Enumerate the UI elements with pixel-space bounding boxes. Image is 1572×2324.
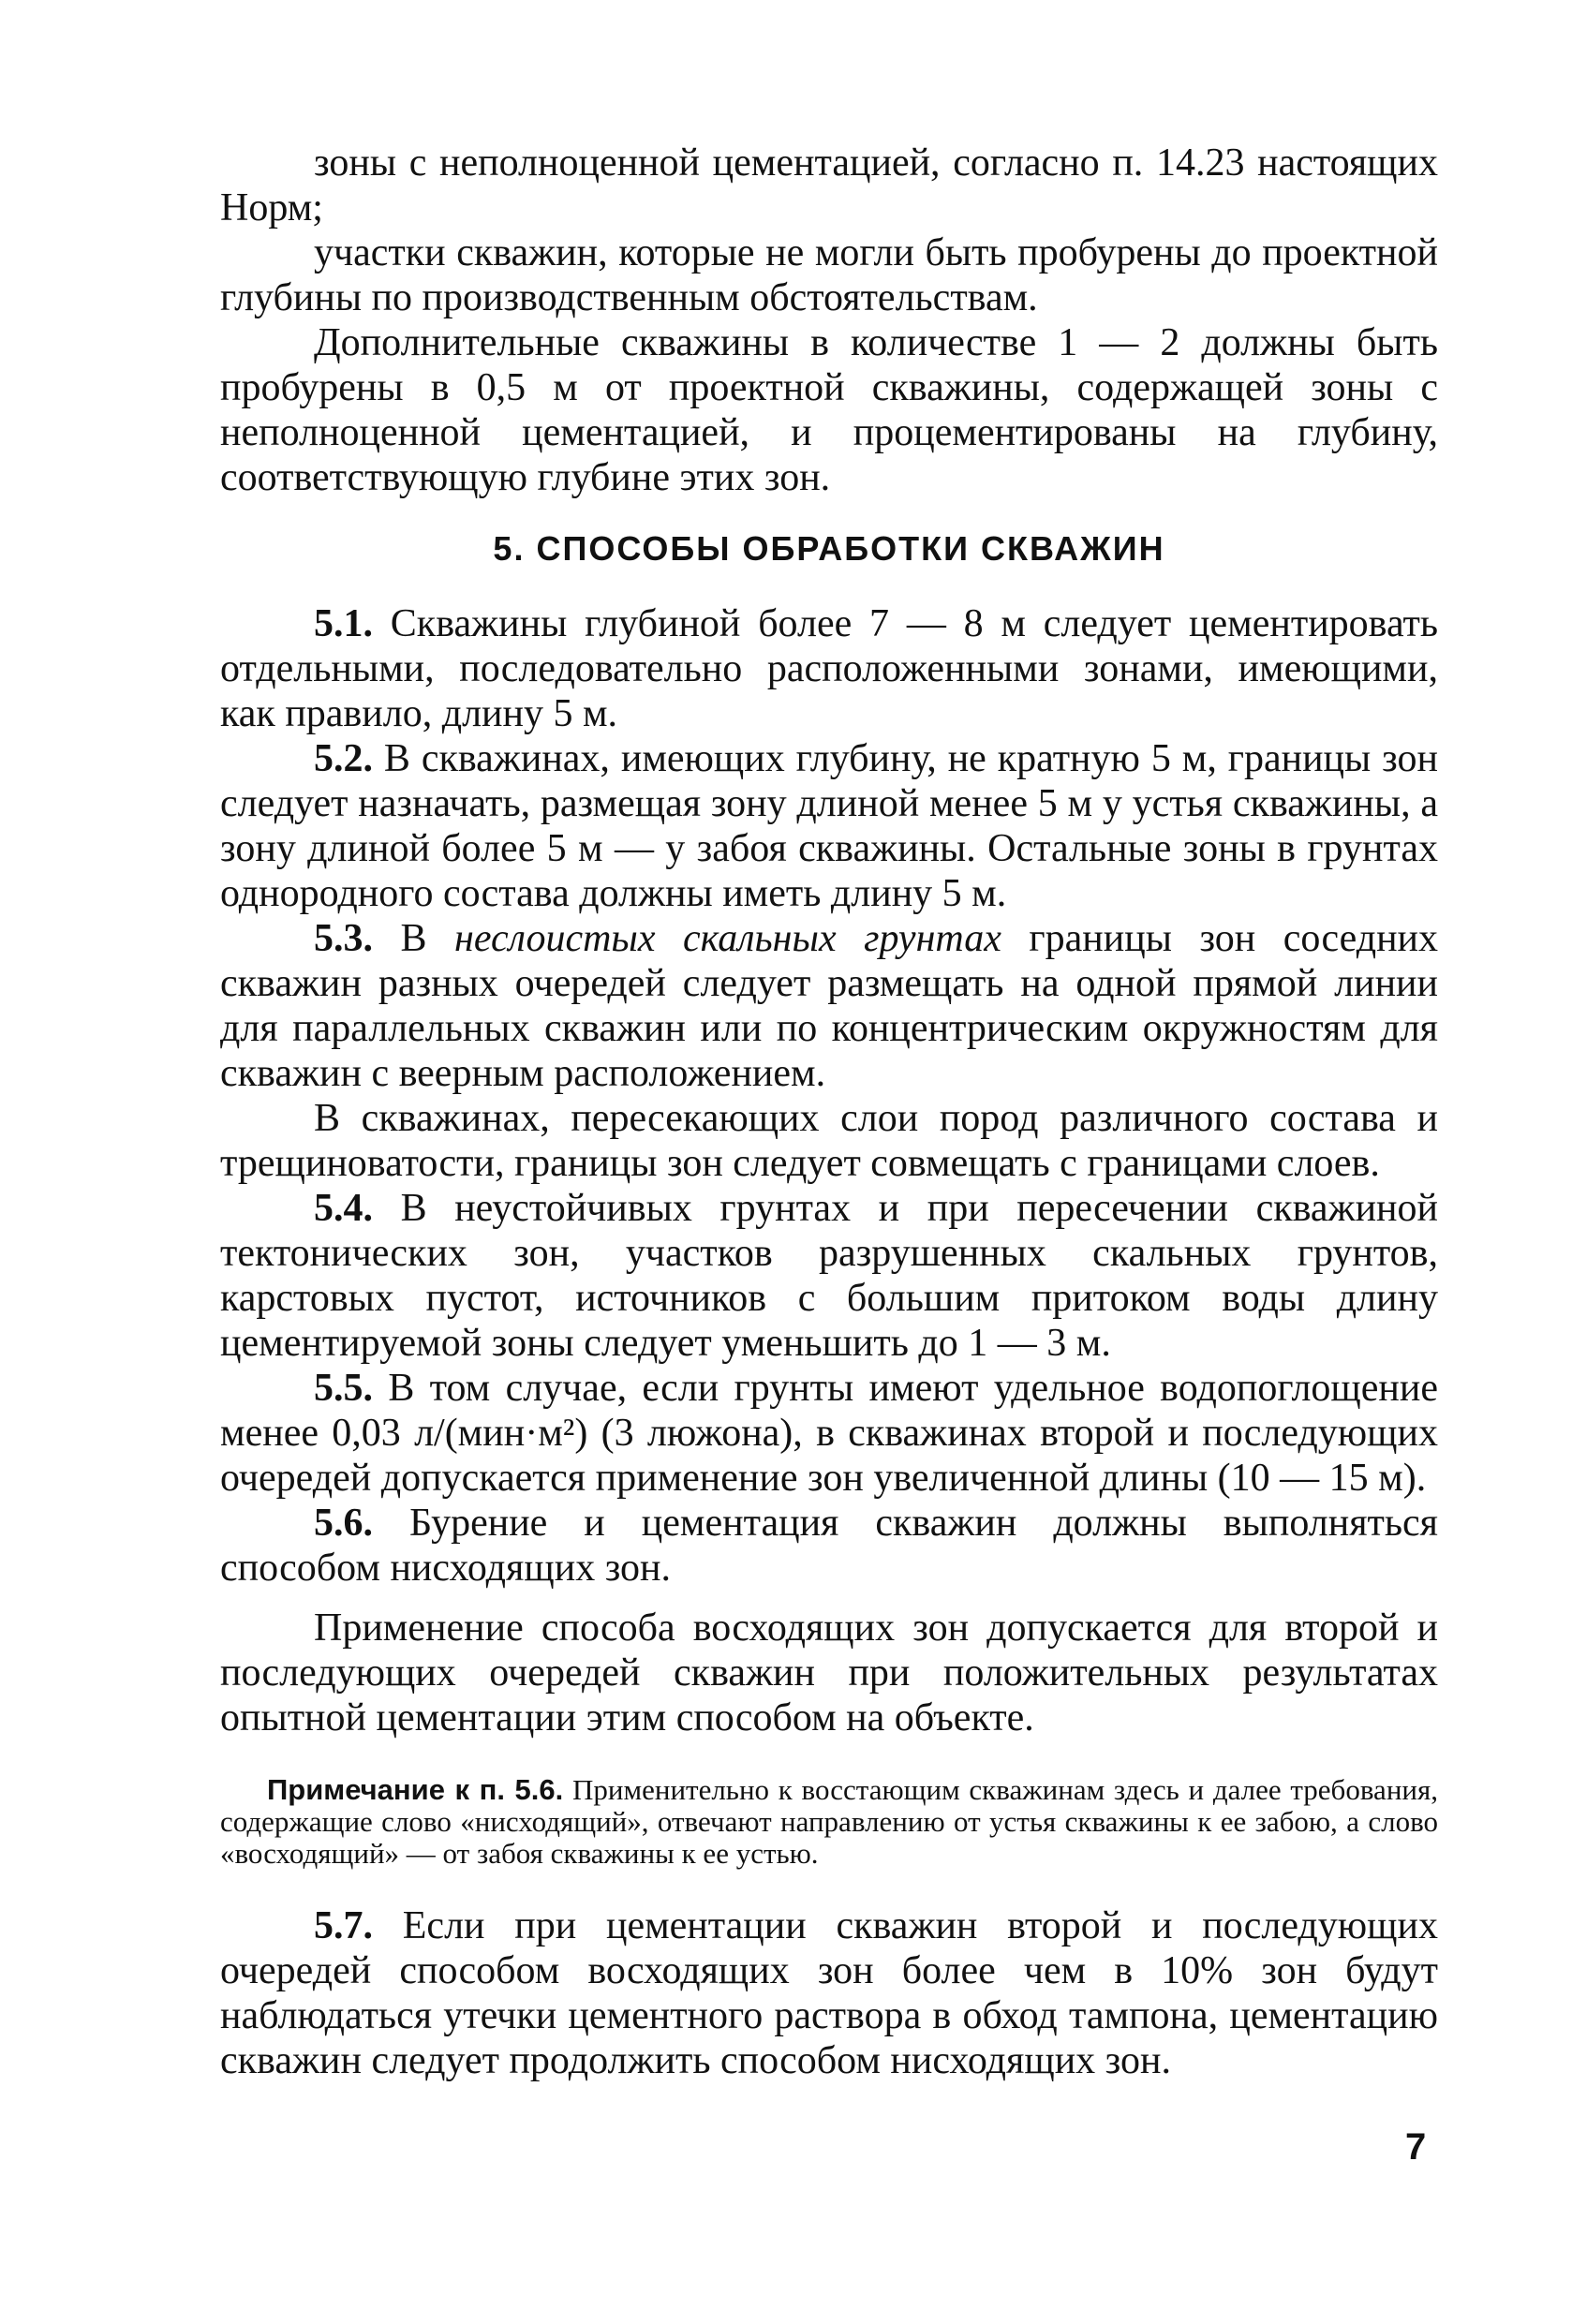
clause-text-prefix: В	[400, 917, 427, 960]
clause-text: В том случае, если грунты имеют удельное водопоглощение менее 0,03 л/(мин·м²) (3 люжона), в скважинах второй и последующих очередей допускается применение зон увеличенной длины (10 — 15 м).	[220, 1367, 1438, 1500]
section-title: 5. СПОСОБЫ ОБРАБОТКИ СКВАЖИН	[493, 529, 1165, 568]
clause-5-5	[220, 1366, 1438, 1501]
clause-5-6	[220, 1501, 1438, 1591]
page-number: 7	[1405, 2126, 1427, 2168]
note-5-6	[220, 1774, 1438, 1870]
clause-text: Если при цементации скважин второй и последующих очередей способом восходящих зон более чем в 10% зон будут наблюдаться утечки цементного раствора в обход тампона, цементацию скважин следует продолжить способом нисходящих зон.	[220, 1904, 1438, 2082]
clause-number: 5.4.	[314, 1187, 373, 1230]
clause-5-2	[220, 736, 1438, 916]
note-text: Применительно к восстающим скважинам здесь и далее требования, содержащие слово «нисходящий», отвечают направлению от устья скважины к ее забою, а слово «восходящий» — от забоя скважины к ее устью.	[220, 1773, 1439, 1870]
clause-text: границы зон соседних скважин разных очередей следует размещать на одной прямой линии для параллельных скважин или по концентрическим окружностям для скважин с веерным расположением.	[220, 917, 1439, 1095]
clause-text-italic: неслоистых скальных грунтах	[454, 917, 1001, 960]
clause-5-3	[220, 916, 1438, 1096]
intro-item-undrilled-sections: участки скважин, которые не могли быть пробурены до проектной глубины по производственным обстоятельствам.	[220, 231, 1438, 319]
clause-text: В скважинах, имеющих глубину, не кратную 5 м, границы зон следует назначать, размещая зону длиной менее 5 м у устья скважины, а зону длиной более 5 м — у забоя скважины. Остальные зоны в грунтах однородного состава должны иметь длину 5 м.	[220, 737, 1438, 915]
document-page	[220, 141, 1438, 2083]
clause-number: 5.3.	[314, 917, 373, 960]
clause-number: 5.1.	[314, 602, 373, 645]
note-label: Примечание к п. 5.6.	[267, 1773, 564, 1806]
clause-text: Скважины глубиной более 7 — 8 м следует цементировать отдельными, последовательно расположенными зонами, имеющими, как правило, длину 5 м.	[220, 602, 1439, 735]
clause-number: 5.7.	[314, 1904, 373, 1947]
clause-5-1	[220, 601, 1438, 736]
clause-5-6-paragraph-2: Применение способа восходящих зон допускается для второй и последующих очередей скважин при положительных результатах опытной цементации этим способом на объекте.	[220, 1606, 1438, 1739]
clause-number: 5.5.	[314, 1367, 373, 1410]
clause-text: Бурение и цементация скважин должны выполняться способом нисходящих зон.	[220, 1502, 1438, 1590]
clause-5-7	[220, 1903, 1438, 2083]
clause-number: 5.2.	[314, 737, 373, 780]
clause-5-3-paragraph-2: В скважинах, пересекающих слои пород различного состава и трещиноватости, границы зон следует совмещать с границами слоев.	[220, 1097, 1438, 1185]
intro-item-incomplete-zones: зоны с неполноценной цементацией, согласно п. 14.23 настоящих Норм;	[220, 141, 1438, 229]
clause-5-4	[220, 1186, 1438, 1366]
clause-number: 5.6.	[314, 1502, 373, 1545]
intro-additional-wells: Дополнительные скважины в количестве 1 — 2 должны быть пробурены в 0,5 м от проектной скважины, содержащей зоны с неполноценной цементацией, и процементированы на глубину, соответствующую глубине этих зон.	[220, 321, 1438, 499]
clause-text: В неустойчивых грунтах и при пересечении скважиной тектонических зон, участков разрушенных скальных грунтов, карстовых пустот, источников с большим притоком воды длину цементируемой зоны следует уменьшить до 1 — 3 м.	[220, 1187, 1439, 1365]
